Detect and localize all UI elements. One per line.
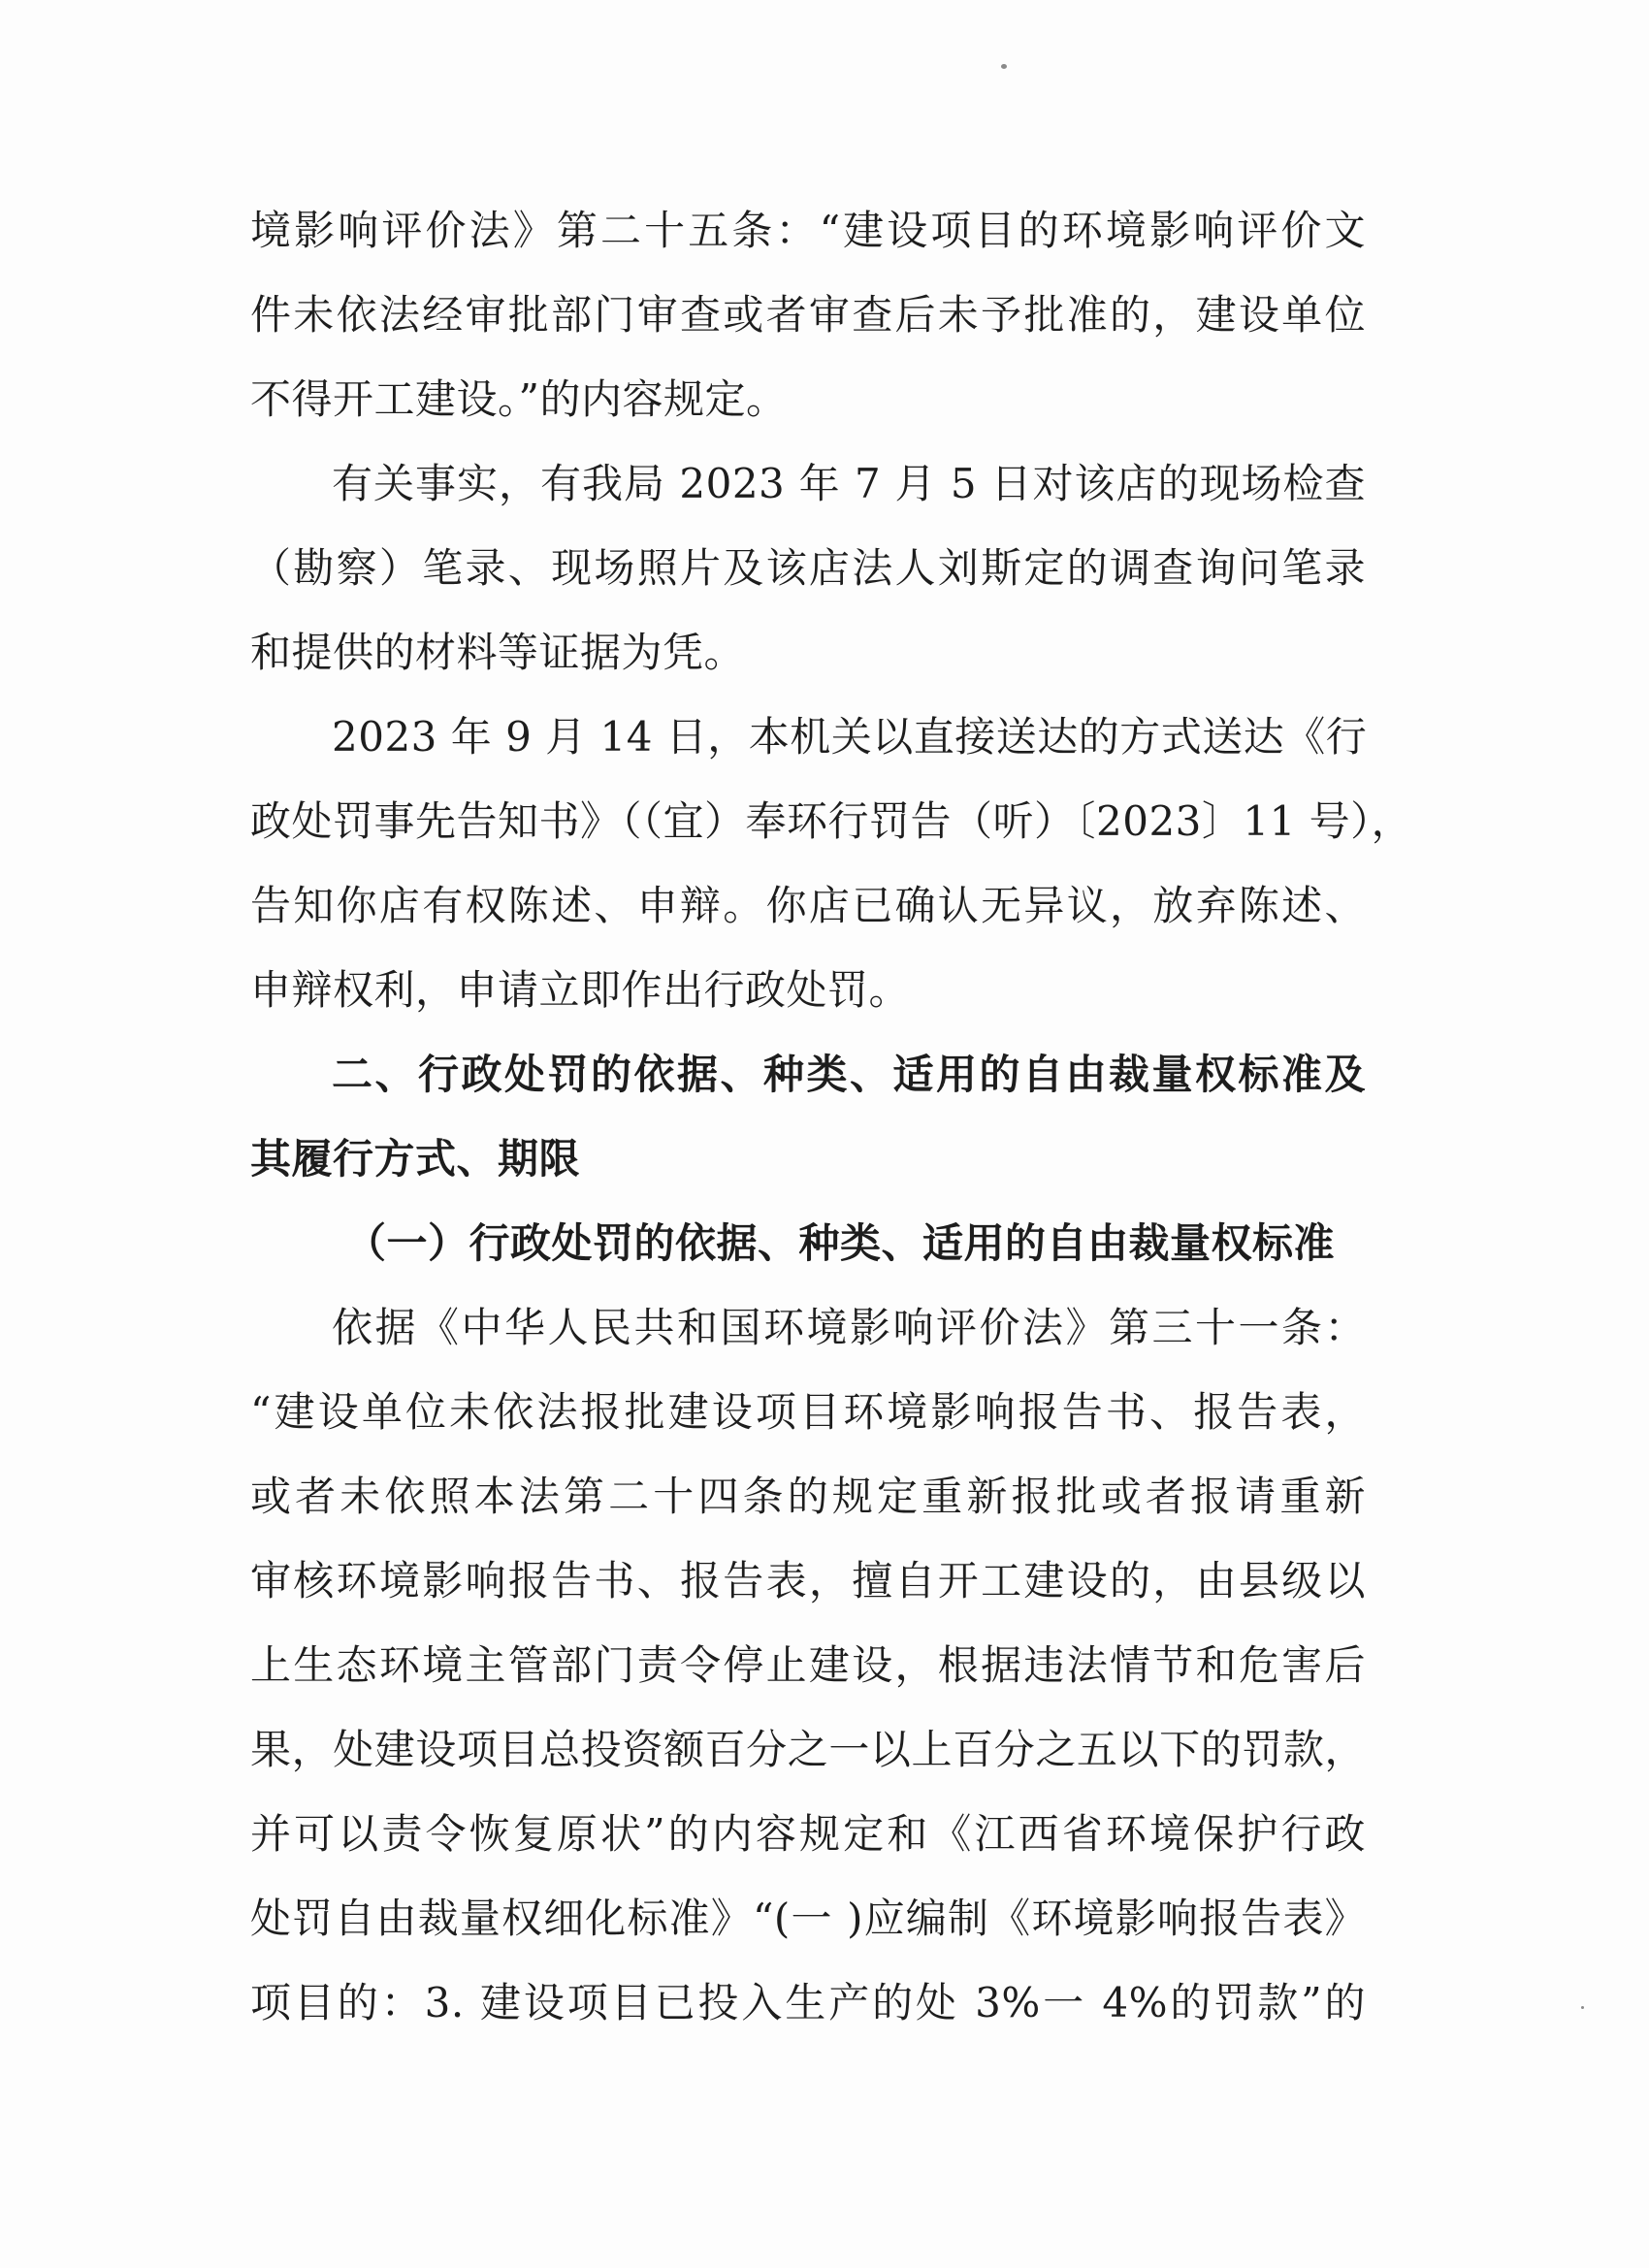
- scan-speck: [1581, 2006, 1584, 2009]
- text-line: 告知你店有权陈述、申辩。你店已确认无异议，放弃陈述、: [250, 882, 1366, 929]
- section-heading: [250, 1032, 1366, 1201]
- text-line: 或者未依照本法第二十四条的规定重新报批或者报请重新: [250, 1473, 1366, 1520]
- text-line: 果，处建设项目总投资额百分之一以上百分之五以下的罚款，: [250, 1726, 1366, 1773]
- paragraph-legal-basis: [250, 1285, 1366, 2045]
- heading-line: （一）行政处罚的依据、种类、适用的自由裁量权标准: [345, 1219, 1336, 1267]
- paragraph-evidence: [250, 441, 1366, 695]
- text-line: 处罚自由裁量权细化标准》“(一 )应编制《环境影响报告表》: [250, 1895, 1366, 1942]
- paragraph-notice: [250, 695, 1413, 1032]
- text-line: 政处罚事先告知书》（（宜）奉环行罚告（听）〔2023〕11 号），: [250, 797, 1413, 845]
- text-line: “建设单位未依法报批建设项目环境影响报告书、报告表，: [250, 1388, 1366, 1436]
- text-line: 审核环境影响报告书、报告表，擅自开工建设的，由县级以: [250, 1557, 1366, 1604]
- text-line: 2023 年 9 月 14 日，本机关以直接送达的方式送达《行: [332, 713, 1368, 761]
- text-line: 和提供的材料等证据为凭。: [250, 629, 746, 676]
- text-line: （勘察）笔录、现场照片及该店法人刘斯定的调查询问笔录: [250, 544, 1366, 592]
- text-line: 境影响评价法》第二十五条：“建设项目的环境影响评价文: [250, 207, 1366, 254]
- text-line: 不得开工建设。”的内容规定。: [250, 375, 788, 423]
- text-line: 有关事实，有我局 2023 年 7 月 5 日对该店的现场检查: [332, 460, 1366, 507]
- paragraph-continuation: [250, 188, 1366, 441]
- body-text: [250, 188, 1413, 2045]
- text-line: 件未依法经审批部门审查或者审查后未予批准的，建设单位: [250, 291, 1366, 339]
- text-line: 上生态环境主管部门责令停止建设，根据违法情节和危害后: [250, 1641, 1366, 1689]
- scan-speck: [1001, 64, 1007, 69]
- text-line: 并可以责令恢复原状”的内容规定和《江西省环境保护行政: [250, 1810, 1366, 1858]
- subsection-heading: [250, 1201, 1366, 1285]
- text-line: 申辩权利，申请立即作出行政处罚。: [250, 966, 911, 1014]
- heading-line: 二、行政处罚的依据、种类、适用的自由裁量权标准及: [332, 1051, 1366, 1098]
- heading-line: 其履行方式、期限: [250, 1135, 581, 1183]
- text-line: 项目的：3. 建设项目已投入生产的处 3%一 4%的罚款”的: [250, 1979, 1366, 2026]
- text-line: 依据《中华人民共和国环境影响评价法》第三十一条：: [332, 1304, 1366, 1351]
